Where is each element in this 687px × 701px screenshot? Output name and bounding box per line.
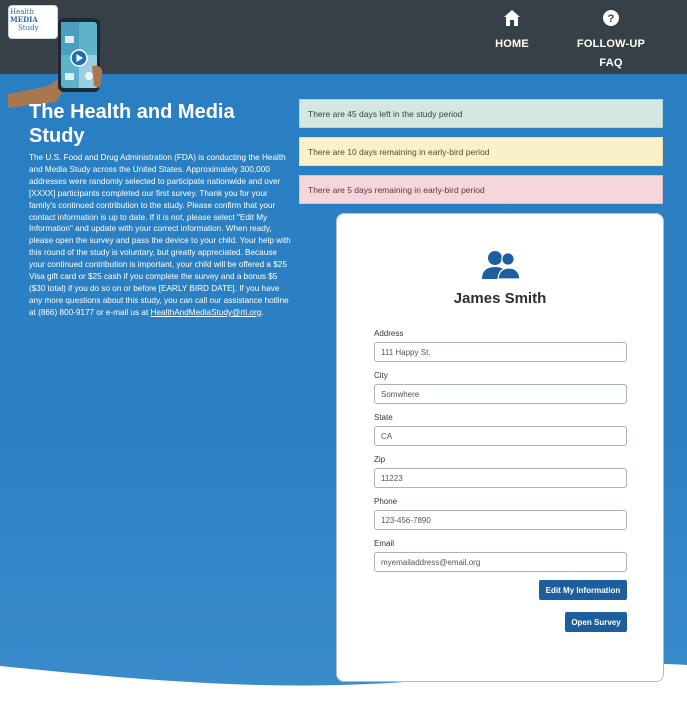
profile-card	[336, 213, 664, 682]
email-field[interactable]	[374, 552, 627, 572]
contact-email-link[interactable]: HealthAndMediaStudy@rti.org	[150, 307, 262, 317]
home-icon	[503, 8, 521, 28]
phone-label: Phone	[374, 497, 398, 506]
city-field[interactable]	[374, 384, 627, 404]
zip-field[interactable]	[374, 468, 627, 488]
address-label: Address	[374, 329, 404, 338]
email-label: Email	[374, 539, 395, 548]
state-label: State	[374, 413, 393, 422]
intro-text: The U.S. Food and Drug Administration (FDA) is conducting the Health and Media Study across the United States. Approximately 300,000 addresses were randomly selected to participate nationwide and over [XXXX] participants completed our first survey. Thank you for your family's continued contribution to the study. Please confirm that your contact information is up to date. If it is not, please select "Edit My Information" and update with your correct information. When ready, please open the survey and pass the device to your child. Your help with this round of the study is voluntary, but greatly appreciated. Because your continued contribution is important, your child will be offered a $25 Visa gift card or $25 cash if you complete the survey and a bonus $5 ($30 total) if you do so on or before [EARLY BIRD DATE]. If you have any more questions about this study, you can call our assistance hotline at (866) 800-9177 or e-mail us at	[29, 153, 291, 317]
phone-field[interactable]	[374, 510, 627, 530]
question-circle-icon	[602, 8, 620, 28]
open-survey-button[interactable]: Open Survey	[565, 612, 627, 632]
city-label: City	[374, 371, 388, 380]
study-logo-text: Health MEDIA Study	[10, 8, 39, 32]
edit-my-information-button[interactable]: Edit My Information	[539, 580, 627, 600]
intro-paragraph: The U.S. Food and Drug Administration (FDA) is conducting the Health and Media Study across the United States. Approximately 300,000 addresses were randomly selected to participate nationwide and over [XXXX] participants completed our first survey. Thank you for your family's continued contribution to the study. Please confirm that your contact information is up to date. If it is not, please select "Edit My Information" and update with your correct information. When ready, please open the survey and pass the device to your child. Your help with this round of the study is voluntary, but greatly appreciated. Because your continued contribution is important, your child will be offered a $25 Visa gift card or $25 cash if you complete the survey and a bonus $5 ($30 total) if you do so on or before [EARLY BIRD DATE]. If you have any more questions about this study, you can call our assistance hotline at (866) 800-9177 or e-mail us at HealthAndMediaStudy@rti.org.	[29, 153, 291, 317]
alert-early-bird-warning: There are 10 days remaining in early-bird period	[299, 137, 663, 166]
nav-home[interactable]	[494, 8, 530, 51]
page-title: The Health and Media Study	[29, 101, 235, 147]
address-field[interactable]	[374, 342, 627, 362]
svg-text:?: ?	[607, 13, 615, 26]
nav-home-label: HOME	[495, 38, 529, 50]
alert-study-period: There are 45 days left in the study period	[299, 99, 663, 128]
nav-faq-label: FOLLOW-UP FAQ	[576, 38, 646, 69]
profile-name: James Smith	[453, 290, 547, 307]
zip-label: Zip	[374, 455, 386, 464]
nav-follow-up-faq[interactable]	[566, 8, 656, 70]
alert-early-bird-danger: There are 5 days remaining in early-bird period	[299, 175, 663, 204]
users-icon	[482, 249, 522, 281]
state-field[interactable]	[374, 426, 627, 446]
